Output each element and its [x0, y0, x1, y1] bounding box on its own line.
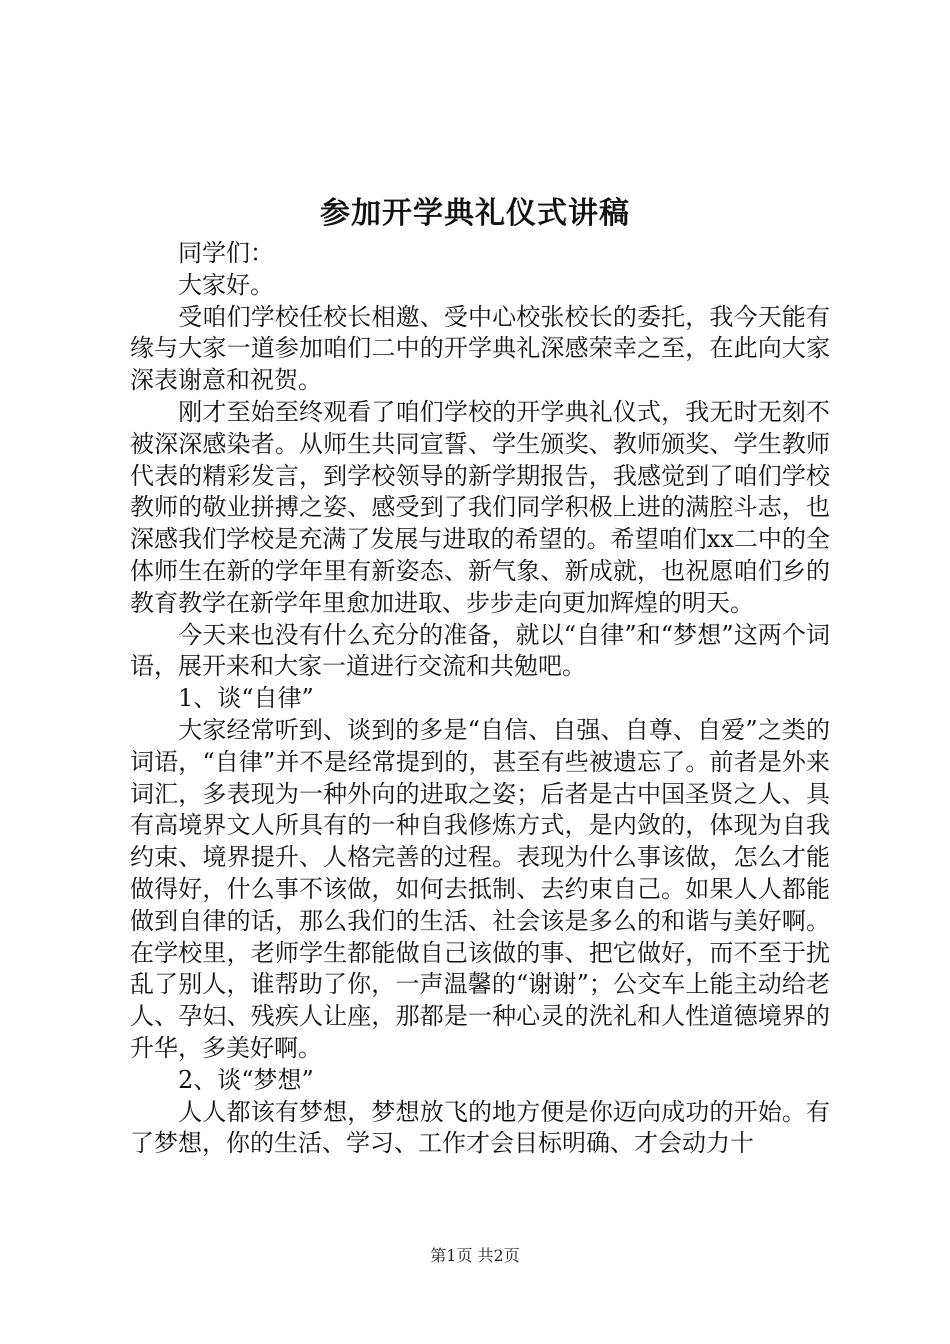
section-heading-dream: 2、谈“梦想” [130, 1065, 314, 1094]
section-heading-self-discipline: 1、谈“自律” [130, 684, 314, 713]
paragraph-ceremony: 刚才至始至终观看了咱们学校的开学典礼仪式，我无时无刻不被深深感染者。从师生共同宣誓、学生颁奖、教师颁奖、学生教师代表的精彩发言，到学校领导的新学期报告，我感觉到了咱们学校教师的敬业拼搏之姿、感受到了我们同学积极上进的满腔斗志，也深感我们学校是充满了发展与进取的希望的。希望咱们xx二中的全体师生在新的学年里有新姿态、新气象、新成就，也祝愿咱们乡的教育教学在新学年里愈加进取、步步走向更加辉煌的明天。 [130, 397, 830, 617]
document-body [130, 238, 830, 1160]
paragraph-greeting: 大家好。 [130, 270, 274, 299]
paragraph-intro: 受咱们学校任校长相邀、受中心校张校长的委托，我今天能有缘与大家一道参加咱们二中的开学典礼深感荣幸之至，在此向大家深表谢意和祝贺。 [130, 302, 830, 395]
paragraph-salutation: 同学们： [130, 239, 274, 267]
document-title: 参加开学典礼仪式讲稿 [320, 196, 630, 231]
paragraph-dream: 人人都该有梦想，梦想放飞的地方便是你迈向成功的开始。有了梦想，你的生活、学习、工作才会目标明确、才会动力十 [130, 1097, 830, 1158]
page-footer: 第1页 共2页 [430, 1246, 520, 1265]
paragraph-topics: 今天来也没有什么充分的准备，就以“自律”和“梦想”这两个词语，展开来和大家一道进行交流和共勉吧。 [130, 620, 830, 681]
paragraph-self-discipline: 大家经常听到、谈到的多是“自信、自强、自尊、自爱”之类的词语，“自律”并不是经常提到的，甚至有些被遗忘了。前者是外来词汇，多表现为一种外向的进取之姿；后者是古中国圣贤之人、具有高境界文人所具有的一种自我修炼方式，是内敛的，体现为自我约束、境界提升、人格完善的过程。表现为什么事该做，怎么才能做得好，什么事不该做，如何去抵制、去约束自己。如果人人都能做到自律的话，那么我们的生活、社会该是多么的和谐与美好啊。在学校里，老师学生都能做自己该做的事、把它做好，而不至于扰乱了别人，谁帮助了你，一声温馨的“谢谢”；公交车上能主动给老人、孕妇、残疾人让座，那都是一种心灵的洗礼和人性道德境界的升华，多美好啊。 [130, 715, 830, 1062]
